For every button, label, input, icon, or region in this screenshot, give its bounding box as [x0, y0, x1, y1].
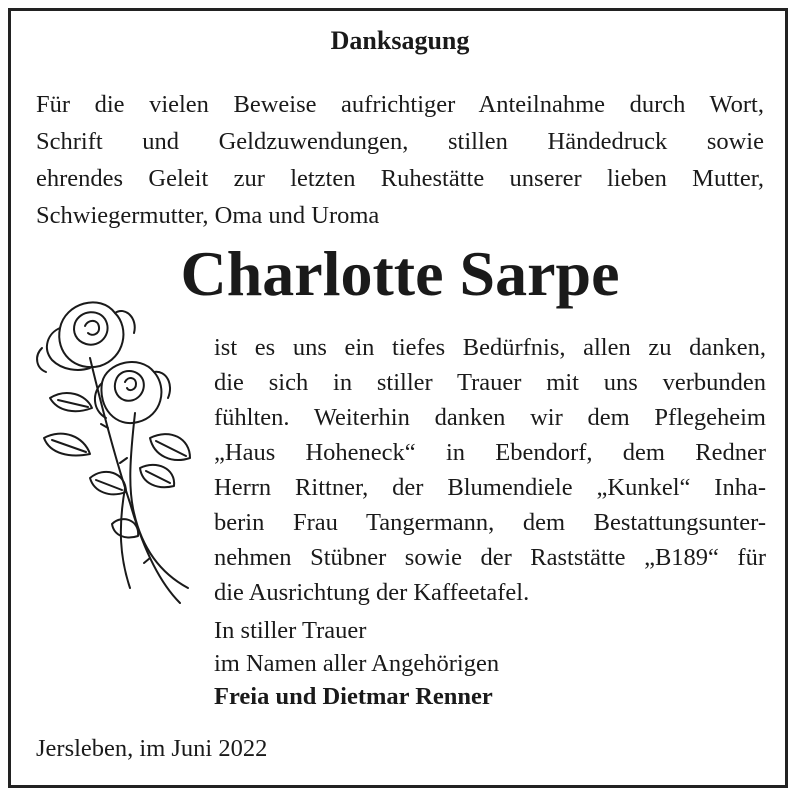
body-line: die sich in stiller Trauer mit uns verbunden [214, 369, 766, 396]
closing-block [214, 614, 774, 713]
intro-paragraph [36, 86, 764, 234]
intro-line: Schwiegermutter, Oma und Uroma [36, 202, 380, 229]
place-date: Jersleben, im Juni 2022 [36, 735, 268, 762]
intro-line: ehrendes Geleit zur letzten Ruhestätte unserer lieben Mutter, [36, 165, 764, 192]
closing-line: im Namen aller Angehörigen [214, 650, 500, 677]
notice-heading: Danksagung [330, 26, 470, 55]
body-paragraph [214, 330, 766, 610]
signers: Freia und Dietmar Renner [214, 683, 493, 710]
body-line: Herrn Rittner, der Blumendiele „Kunkel“ Inha- [214, 474, 766, 501]
body-line: ist es uns ein tiefes Bedürfnis, allen zu danken, [214, 334, 766, 361]
roses-icon [30, 288, 200, 618]
body-line: die Ausrichtung der Kaffeetafel. [214, 579, 530, 606]
body-line: berin Frau Tangermann, dem Bestattungsunter- [214, 509, 766, 536]
body-line: nehmen Stübner sowie der Raststätte „B189“ für [214, 544, 766, 571]
body-line: „Haus Hoheneck“ in Ebendorf, dem Redner [214, 439, 766, 466]
deceased-name: Charlotte Sarpe [180, 238, 620, 309]
closing-line: In stiller Trauer [214, 617, 367, 644]
intro-line: Für die vielen Beweise aufrichtiger Anteilnahme durch Wort, [36, 91, 764, 118]
intro-line: Schrift und Geldzuwendungen, stillen Händedruck sowie [36, 128, 764, 155]
body-line: fühlten. Weiterhin danken wir dem Pflegeheim [214, 404, 766, 431]
